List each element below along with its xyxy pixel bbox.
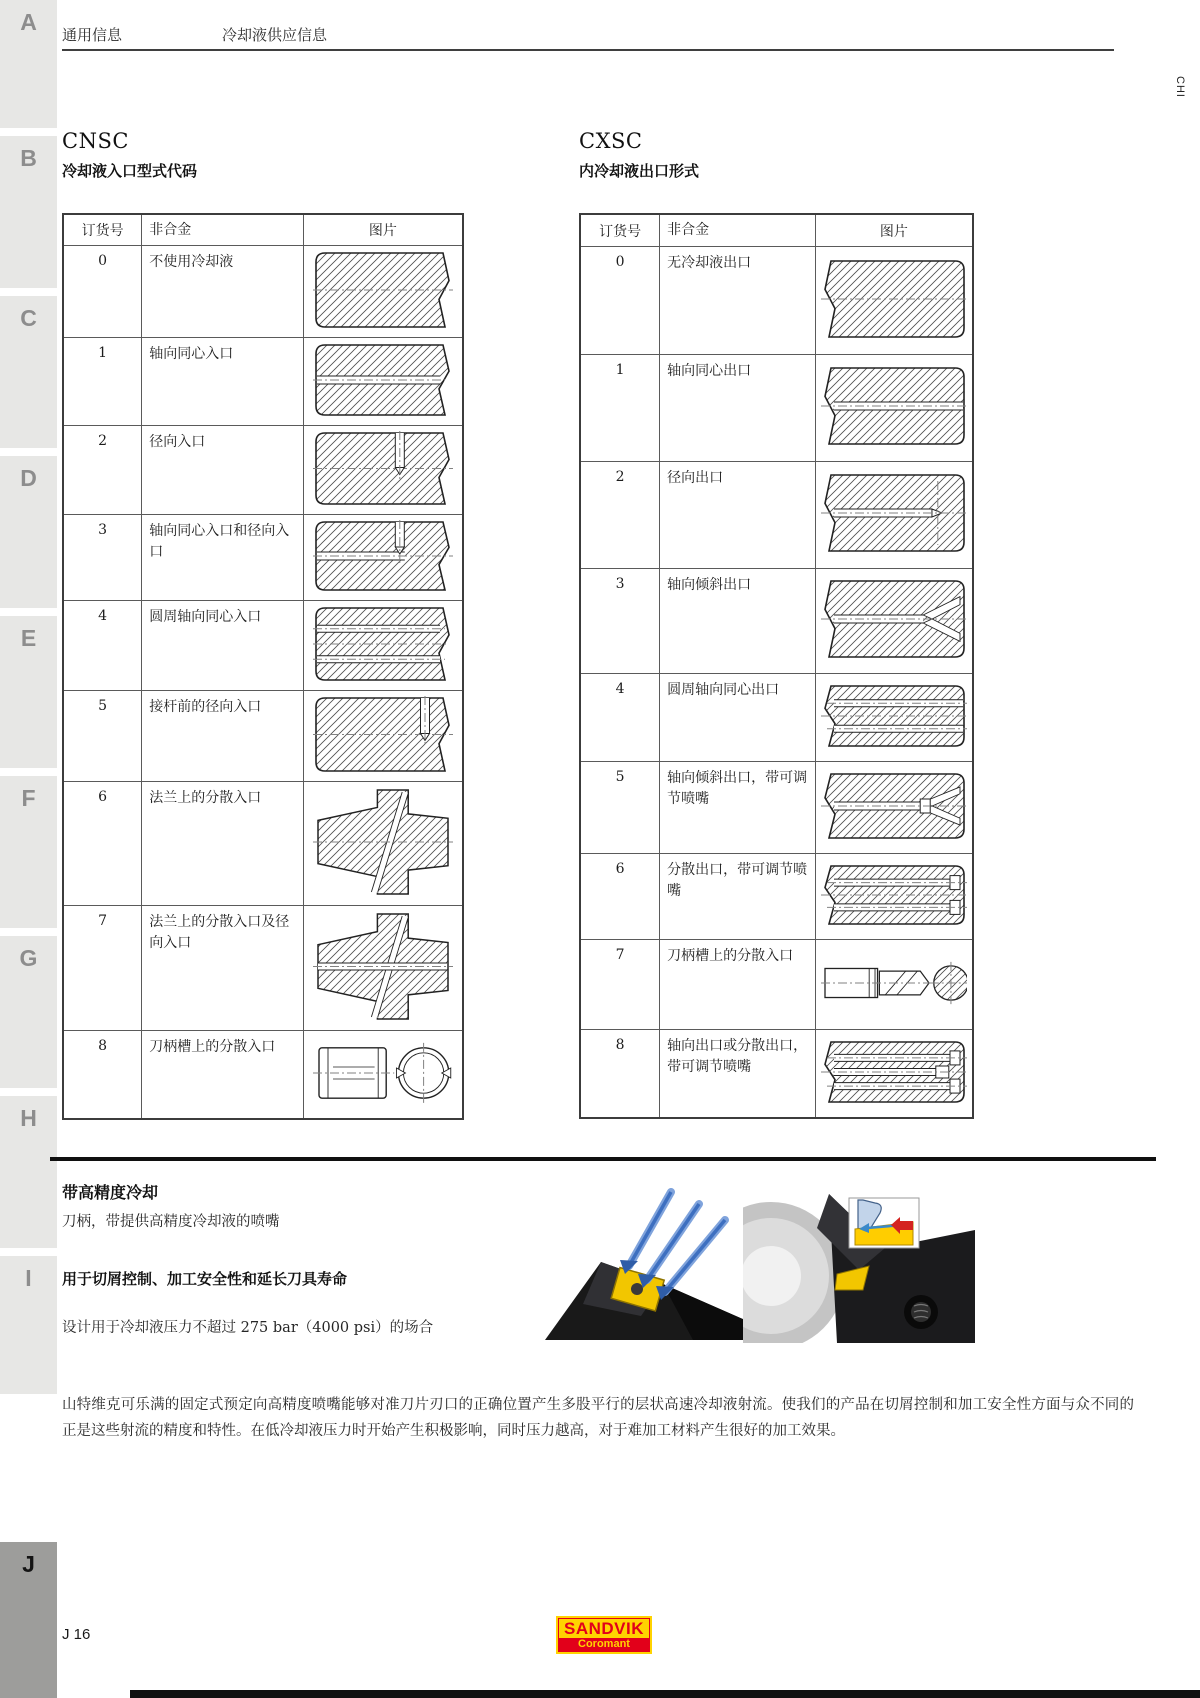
drawing-cell xyxy=(815,247,972,354)
sidebar-tab-a[interactable] xyxy=(0,0,57,128)
cnsc-subtitle: 冷却液入口型式代码 xyxy=(62,162,198,180)
table-row xyxy=(581,461,972,568)
table-row xyxy=(64,781,462,905)
dispersed-nozzle-outlet-drawing-icon xyxy=(821,864,967,930)
table-row xyxy=(581,354,972,461)
pressure-note: 设计用于冷却液压力不超过 275 bar（4000 psi）的场合 xyxy=(62,1320,434,1336)
sidebar-tab-label: D xyxy=(20,465,37,491)
slot-drill-drawing-icon xyxy=(821,950,967,1020)
description-cell: 轴向同心出口 xyxy=(659,355,814,461)
sidebar-tab-label: E xyxy=(20,625,37,651)
drawing-cell xyxy=(303,906,462,1030)
description-cell: 不使用冷却液 xyxy=(141,246,302,337)
column-header: 非合金 xyxy=(141,215,302,245)
table-row xyxy=(64,600,462,690)
page-number: J 16 xyxy=(62,1626,91,1643)
table-row xyxy=(64,690,462,781)
turning-application-photo xyxy=(743,1178,975,1347)
order-code-cell: 7 xyxy=(98,913,108,929)
description-cell: 轴向同心入口 xyxy=(141,338,302,425)
bottom-bar xyxy=(130,1690,1200,1698)
order-code-cell: 7 xyxy=(615,947,625,963)
description-cell: 分散出口，带可调节喷嘴 xyxy=(659,854,814,939)
drawing-cell xyxy=(303,338,462,425)
dispersed-slot-drawing-icon xyxy=(313,1036,453,1114)
axial-outlet-drawing-icon xyxy=(821,366,967,450)
axial-concentric-drawing-icon xyxy=(313,343,453,421)
order-code-cell: 4 xyxy=(615,681,625,697)
cxsc-table xyxy=(579,213,974,1119)
logo-brand: SANDVIK xyxy=(559,1619,649,1638)
circumferential-outlet-drawing-icon xyxy=(821,684,967,752)
table-row xyxy=(64,905,462,1030)
order-code-cell: 3 xyxy=(98,522,108,538)
section-divider xyxy=(50,1157,1156,1161)
axial-dispersed-nozzle-outlet-drawing-icon xyxy=(821,1040,967,1108)
dispersed-flange-drawing-icon xyxy=(313,788,453,900)
description-cell: 法兰上的分散入口及径向入口 xyxy=(141,906,302,1030)
description-cell: 圆周轴向同心出口 xyxy=(659,674,814,761)
inclined-outlet-drawing-icon xyxy=(821,579,967,663)
inclined-nozzle-outlet-drawing-icon xyxy=(821,772,967,844)
sidebar-tab-h[interactable] xyxy=(0,1096,57,1248)
drawing-cell xyxy=(815,569,972,673)
table-row xyxy=(581,246,972,354)
sidebar-tab-label: I xyxy=(25,1265,32,1291)
drawing-cell xyxy=(815,462,972,568)
radial-outlet-drawing-icon xyxy=(821,473,967,557)
drawing-cell xyxy=(303,601,462,690)
sidebar-tab-e[interactable] xyxy=(0,616,57,768)
drawing-cell xyxy=(815,940,972,1029)
order-code-cell: 1 xyxy=(615,362,625,378)
order-code-cell: 2 xyxy=(98,433,108,449)
description-cell: 轴向同心入口和径向入口 xyxy=(141,515,302,600)
precision-subheading: 刀柄，带提供高精度冷却液的喷嘴 xyxy=(62,1214,280,1230)
sidebar-tab-j[interactable] xyxy=(0,1542,57,1698)
cnsc-table xyxy=(62,213,464,1120)
order-code-cell: 8 xyxy=(615,1037,625,1053)
column-header: 图片 xyxy=(815,215,972,246)
order-code-cell: 6 xyxy=(98,789,108,805)
order-code-cell: 0 xyxy=(98,253,108,269)
radial-drawing-icon xyxy=(313,431,453,510)
description-cell: 法兰上的分散入口 xyxy=(141,782,302,905)
drawing-cell xyxy=(303,515,462,600)
order-code-cell: 2 xyxy=(615,469,625,485)
no-coolant-drawing-icon xyxy=(313,251,453,333)
table-row xyxy=(64,337,462,425)
table-row xyxy=(581,568,972,673)
sidebar-tab-d[interactable] xyxy=(0,456,57,608)
description-cell: 轴向出口或分散出口，带可调节喷嘴 xyxy=(659,1030,814,1117)
language-edge-label: CHI xyxy=(1174,76,1186,98)
sidebar-tab-label: B xyxy=(20,145,37,171)
sidebar-tab-g[interactable] xyxy=(0,936,57,1088)
cxsc-subtitle: 内冷却液出口形式 xyxy=(579,162,700,180)
table-header-row xyxy=(581,215,972,246)
drawing-cell xyxy=(815,355,972,461)
description-cell: 无冷却液出口 xyxy=(659,247,814,354)
drawing-cell xyxy=(303,1031,462,1118)
drawing-cell xyxy=(303,782,462,905)
header-rule xyxy=(62,49,1114,51)
sidebar-tab-label: G xyxy=(19,945,38,971)
description-cell: 接杆前的径向入口 xyxy=(141,691,302,781)
circumferential-axial-drawing-icon xyxy=(313,606,453,686)
order-code-cell: 5 xyxy=(98,698,108,714)
cxsc-title: CXSC xyxy=(579,129,643,153)
drawing-cell xyxy=(815,854,972,939)
table-row xyxy=(64,1030,462,1118)
order-code-cell: 3 xyxy=(615,576,625,592)
table-row xyxy=(64,245,462,337)
table-row xyxy=(581,673,972,761)
drawing-cell xyxy=(303,426,462,514)
column-header: 图片 xyxy=(303,215,462,245)
description-cell: 刀柄槽上的分散入口 xyxy=(141,1031,302,1118)
description-cell: 刀柄槽上的分散入口 xyxy=(659,940,814,1029)
sidebar-tab-b[interactable] xyxy=(0,136,57,288)
order-code-cell: 1 xyxy=(98,345,108,361)
precision-coolant-jets-photo xyxy=(545,1188,745,1344)
order-code-cell: 5 xyxy=(615,769,625,785)
dispersed-flange-radial-drawing-icon xyxy=(313,912,453,1025)
drawing-cell xyxy=(815,762,972,853)
drawing-cell xyxy=(303,246,462,337)
sidebar-tab-label: A xyxy=(20,9,37,35)
table-header-row xyxy=(64,215,462,245)
logo-sub-brand: Coromant xyxy=(559,1638,649,1651)
sidebar-tab-i[interactable] xyxy=(0,1256,57,1394)
order-code-cell: 0 xyxy=(615,254,625,270)
description-cell: 轴向倾斜出口 xyxy=(659,569,814,673)
sandvik-coromant-logo xyxy=(556,1616,652,1654)
sidebar-tab-f[interactable] xyxy=(0,776,57,928)
sidebar-tab-c[interactable] xyxy=(0,296,57,448)
drawing-cell xyxy=(303,691,462,781)
precision-paragraph: 山特维克可乐满的固定式预定向高精度喷嘴能够对准刀片刃口的正确位置产生多股平行的层状高速冷却液射流。使我们的产品在切屑控制和加工安全性方面与众不同的正是这些射流的精度和特性。在低冷却液压力时开始产生积极影响，同时压力越高，对于难加工材料产生很好的加工效果。 xyxy=(62,1397,1134,1439)
sidebar-tab-label: C xyxy=(20,305,37,331)
description-cell: 圆周轴向同心入口 xyxy=(141,601,302,690)
table-row xyxy=(581,853,972,939)
radial-front-drawing-icon xyxy=(313,696,453,777)
table-row xyxy=(64,514,462,600)
table-row xyxy=(581,1029,972,1117)
table-row xyxy=(581,761,972,853)
precision-heading: 带高精度冷却 xyxy=(62,1183,159,1202)
drawing-cell xyxy=(815,1030,972,1117)
cnsc-title: CNSC xyxy=(62,129,129,153)
benefit-heading: 用于切屑控制、加工安全性和延长刀具寿命 xyxy=(62,1270,348,1288)
column-header: 订货号 xyxy=(81,223,124,239)
description-cell: 轴向倾斜出口，带可调节喷嘴 xyxy=(659,762,814,853)
column-header: 非合金 xyxy=(659,215,814,246)
page-title: 冷却液供应信息 xyxy=(222,26,328,44)
drawing-cell xyxy=(815,674,972,761)
order-code-cell: 6 xyxy=(615,861,625,877)
column-header: 订货号 xyxy=(599,223,642,240)
no-outlet-drawing-icon xyxy=(821,259,967,343)
sidebar-tab-label: J xyxy=(22,1551,35,1577)
axial-and-radial-drawing-icon xyxy=(313,520,453,596)
table-row xyxy=(581,939,972,1029)
breadcrumb-section: 通用信息 xyxy=(62,26,123,44)
description-cell: 径向出口 xyxy=(659,462,814,568)
description-cell: 径向入口 xyxy=(141,426,302,514)
sidebar-tab-label: F xyxy=(21,785,36,811)
table-row xyxy=(64,425,462,514)
sidebar-tab-label: H xyxy=(20,1105,37,1131)
order-code-cell: 8 xyxy=(98,1038,108,1054)
order-code-cell: 4 xyxy=(98,608,108,624)
